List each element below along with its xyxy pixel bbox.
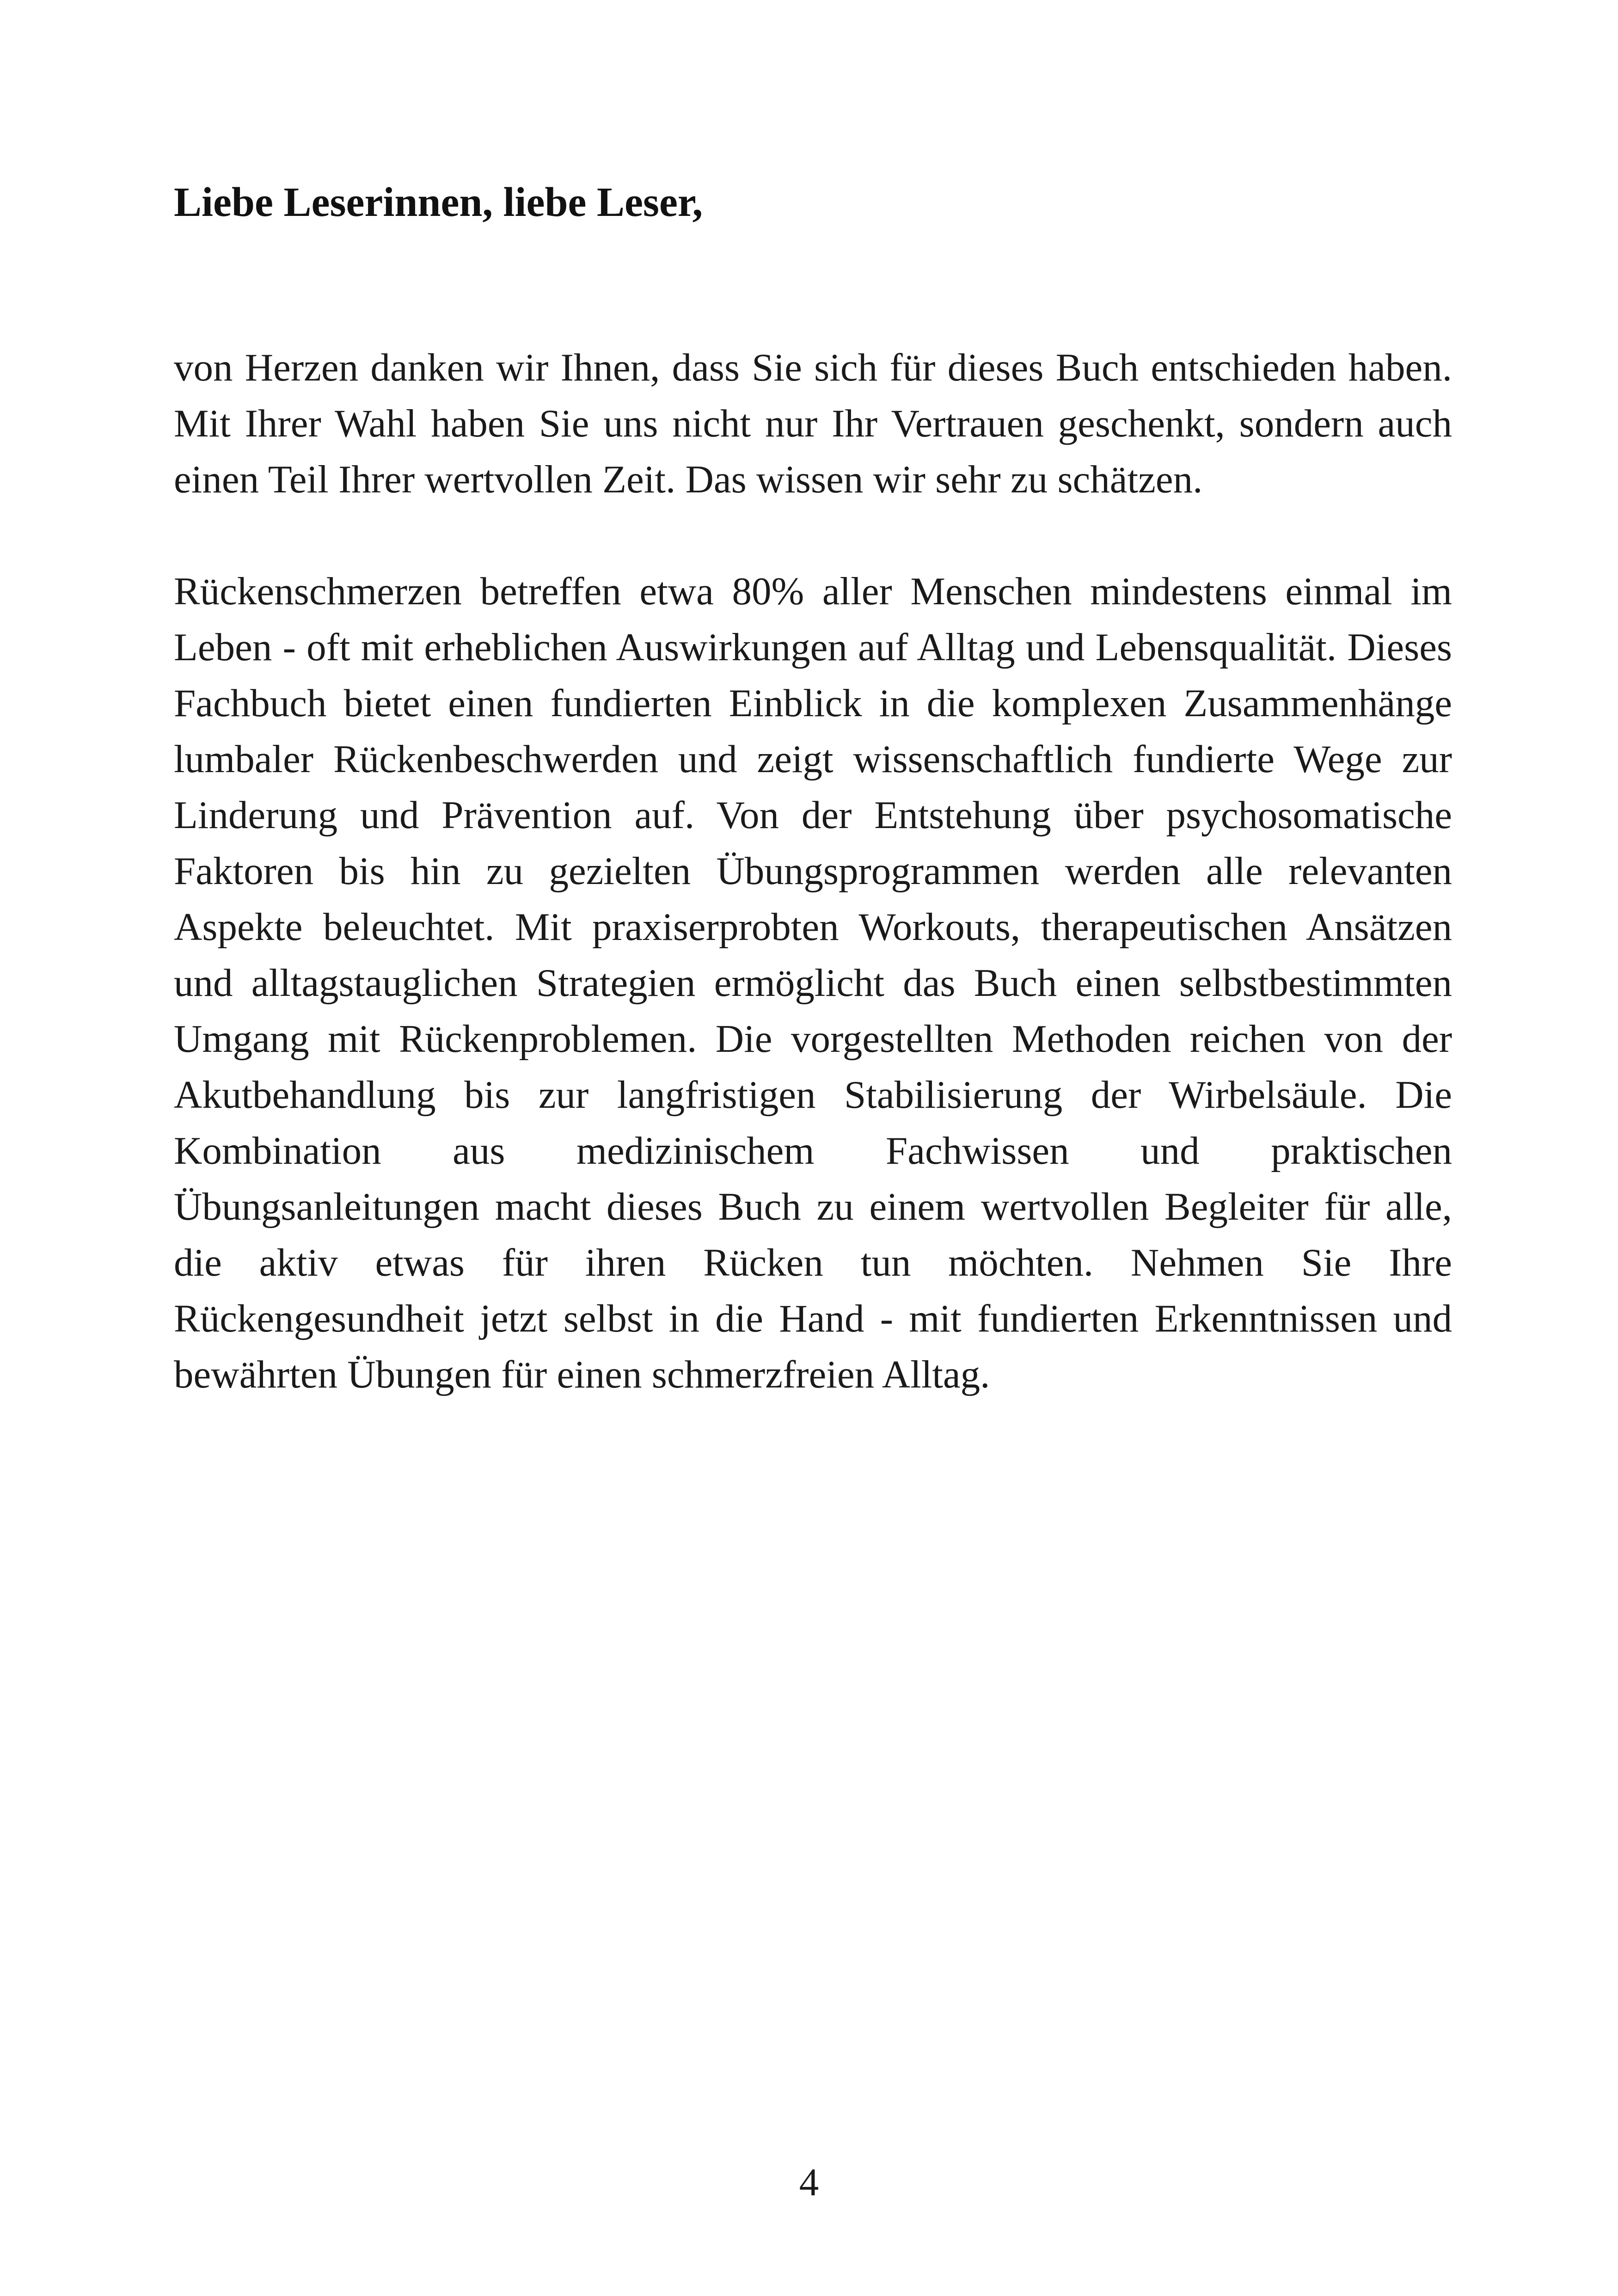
salutation-heading: Liebe Leserinnen, liebe Leser, bbox=[174, 179, 703, 225]
paragraph-book-description: Rückenschmerzen betreffen etwa 80% aller Menschen mindestens einmal im Leben - oft mit erheblichen Auswirkungen auf Alltag und Lebensqualität. Dieses Fachbuch bietet einen fundierten Einblick in die komplexen Zusammenhänge lumbaler Rückenbeschwerden und zeigt wissenschaftlich fundierte Wege zur Linderung und Prävention auf. Von der Entstehung über psychosomatische Faktoren bis hin zu gezielten Übungsprogrammen werden alle relevanten Aspekte beleuchtet. Mit praxiserprobten Workouts, therapeutischen Ansätzen und alltagstauglichen Strategien ermöglicht das Buch einen selbstbestimmten Umgang mit Rückenproblemen. Die vorgestellten Methoden reichen von der Akutbehandlung bis zur langfristigen Stabilisierung der Wirbelsäule. Die Kombination aus medizinischem Fachwissen und praktischen Übungsanleitungen macht dieses Buch zu einem wertvollen Begleiter für alle, die aktiv etwas für ihren Rücken tun möchten. Nehmen Sie Ihre Rückengesundheit jetzt selbst in die Hand - mit fundierten Erkenntnissen und bewährten Übungen für einen schmerzfreien Alltag. bbox=[174, 570, 1452, 1396]
paragraph-thanks: von Herzen danken wir Ihnen, dass Sie sich für dieses Buch entschieden haben. Mit Ihrer Wahl haben Sie uns nicht nur Ihr Vertrauen geschenkt, sondern auch einen Teil Ihrer wertvollen Zeit. Das wissen wir sehr zu schätzen. bbox=[174, 346, 1452, 501]
body-text bbox=[174, 340, 1452, 1403]
page-number: 4 bbox=[799, 2161, 819, 2204]
